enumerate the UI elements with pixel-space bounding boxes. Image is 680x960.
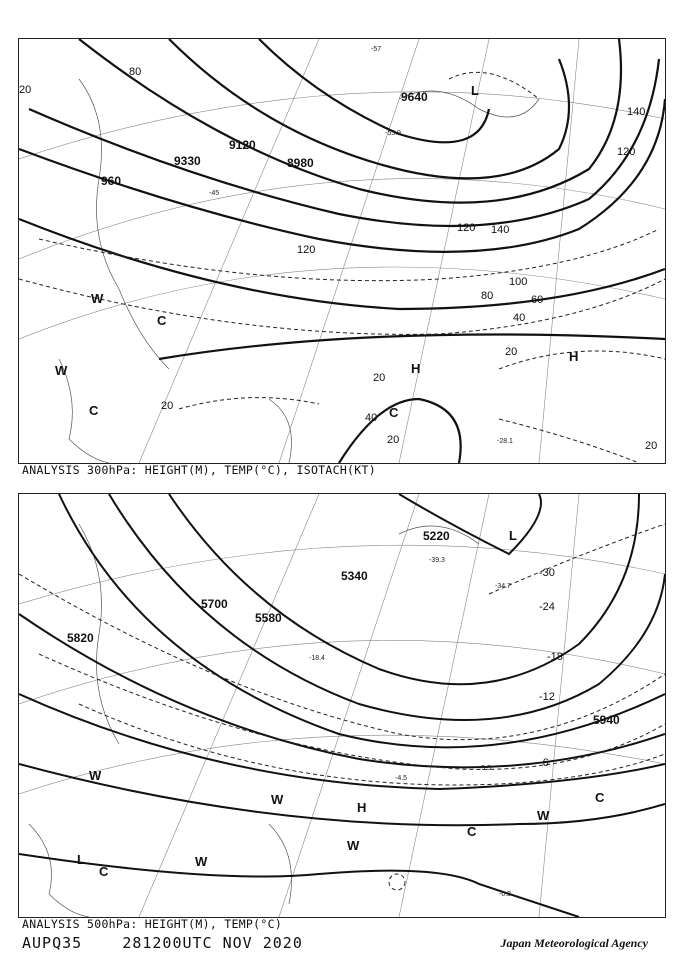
warm-symbol-300b: W bbox=[55, 363, 68, 378]
obs-500-3: -18.4 bbox=[309, 655, 325, 662]
height-label-8980: 8980 bbox=[287, 156, 314, 170]
low-symbol-500b: L bbox=[77, 852, 85, 867]
temp-obs-2: -53.9 bbox=[385, 130, 401, 137]
height-label-5220: 5220 bbox=[423, 529, 450, 543]
temp-obs-1: -57 bbox=[371, 46, 382, 53]
isotach-label-80: 80 bbox=[129, 66, 142, 78]
isotach-label-80b: 80 bbox=[481, 290, 494, 302]
product-id: AUPQ35 bbox=[22, 934, 83, 952]
product-header bbox=[22, 934, 303, 952]
cold-symbol-500b: C bbox=[467, 824, 477, 839]
isotach-label-120c: 120 bbox=[297, 244, 316, 256]
height-label-960: 960 bbox=[101, 174, 122, 188]
obs-500-6: -0.3 bbox=[499, 891, 512, 898]
isotach-label-60: 60 bbox=[531, 294, 544, 306]
caption-500hpa: ANALYSIS 500hPa: HEIGHT(M), TEMP(°C) bbox=[22, 917, 283, 931]
isotach-label-20f: 20 bbox=[645, 440, 658, 452]
temp-label-minus18: -18 bbox=[547, 651, 563, 663]
high-symbol-300a: H bbox=[411, 361, 421, 376]
cold-symbol-500c: C bbox=[99, 864, 109, 879]
low-symbol-500a: L bbox=[509, 528, 517, 543]
cold-symbol-300c: C bbox=[389, 405, 399, 420]
isotach-label-40: 40 bbox=[513, 312, 526, 324]
temp-label-minus30: -30 bbox=[539, 567, 555, 579]
valid-time: 281200UTC NOV 2020 bbox=[122, 934, 303, 952]
isotach-label-20b: 20 bbox=[505, 346, 518, 358]
height-label-5940: 5940 bbox=[593, 713, 620, 727]
warm-symbol-500b: W bbox=[271, 792, 284, 807]
high-symbol-300b: H bbox=[569, 349, 579, 364]
temp-label-minus12: -12 bbox=[539, 691, 555, 703]
height-label-5580: 5580 bbox=[255, 611, 282, 625]
obs-500-5: -4.5 bbox=[395, 775, 408, 782]
caption-300hpa: ANALYSIS 300hPa: HEIGHT(M), TEMP(°C), ISOTACH(KT) bbox=[22, 463, 376, 477]
isotach-label-140b: 140 bbox=[491, 224, 510, 236]
temp-label-minus6: -6 bbox=[539, 757, 549, 769]
isotach-label-100: 100 bbox=[509, 276, 528, 288]
isotach-label-40b: 40 bbox=[365, 412, 378, 424]
isotach-label-20: 20 bbox=[19, 84, 32, 96]
temp-label-minus24: -24 bbox=[539, 601, 555, 613]
isotach-label-120: 120 bbox=[617, 146, 636, 158]
map-300hpa-svg bbox=[19, 39, 665, 463]
map-500hpa-svg bbox=[19, 494, 665, 917]
isotach-label-120b: 120 bbox=[457, 222, 476, 234]
high-symbol-500: H bbox=[357, 800, 367, 815]
temp-obs-4: -28.1 bbox=[497, 438, 513, 445]
height-label-5820: 5820 bbox=[67, 631, 94, 645]
warm-symbol-500c: W bbox=[347, 838, 360, 853]
isotach-label-20c: 20 bbox=[373, 372, 386, 384]
cold-symbol-300b: C bbox=[89, 403, 99, 418]
height-label-9120: 9120 bbox=[229, 138, 256, 152]
map-500hpa bbox=[18, 493, 666, 918]
isotach-label-20e: 20 bbox=[387, 434, 400, 446]
map-300hpa bbox=[18, 38, 666, 464]
cold-symbol-300a: C bbox=[157, 313, 167, 328]
height-label-9330: 9330 bbox=[174, 154, 201, 168]
warm-symbol-300a: W bbox=[91, 291, 104, 306]
height-label-5700: 5700 bbox=[201, 597, 228, 611]
obs-500-4: -5.5 bbox=[479, 765, 492, 772]
isotach-label-20d: 20 bbox=[161, 400, 174, 412]
cold-symbol-500a: C bbox=[595, 790, 605, 805]
height-label-5340: 5340 bbox=[341, 569, 368, 583]
warm-symbol-500a: W bbox=[89, 768, 102, 783]
isotach-label-140: 140 bbox=[627, 106, 646, 118]
low-symbol-300: L bbox=[471, 83, 479, 98]
warm-symbol-500e: W bbox=[195, 854, 208, 869]
temp-obs-3: -45 bbox=[209, 190, 220, 197]
warm-symbol-500d: W bbox=[537, 808, 550, 823]
obs-500-1: -39.3 bbox=[429, 557, 445, 564]
height-label-9640: 9640 bbox=[401, 90, 428, 104]
agency-name: Japan Meteorological Agency bbox=[500, 936, 648, 950]
obs-500-2: -34.7 bbox=[495, 583, 511, 590]
